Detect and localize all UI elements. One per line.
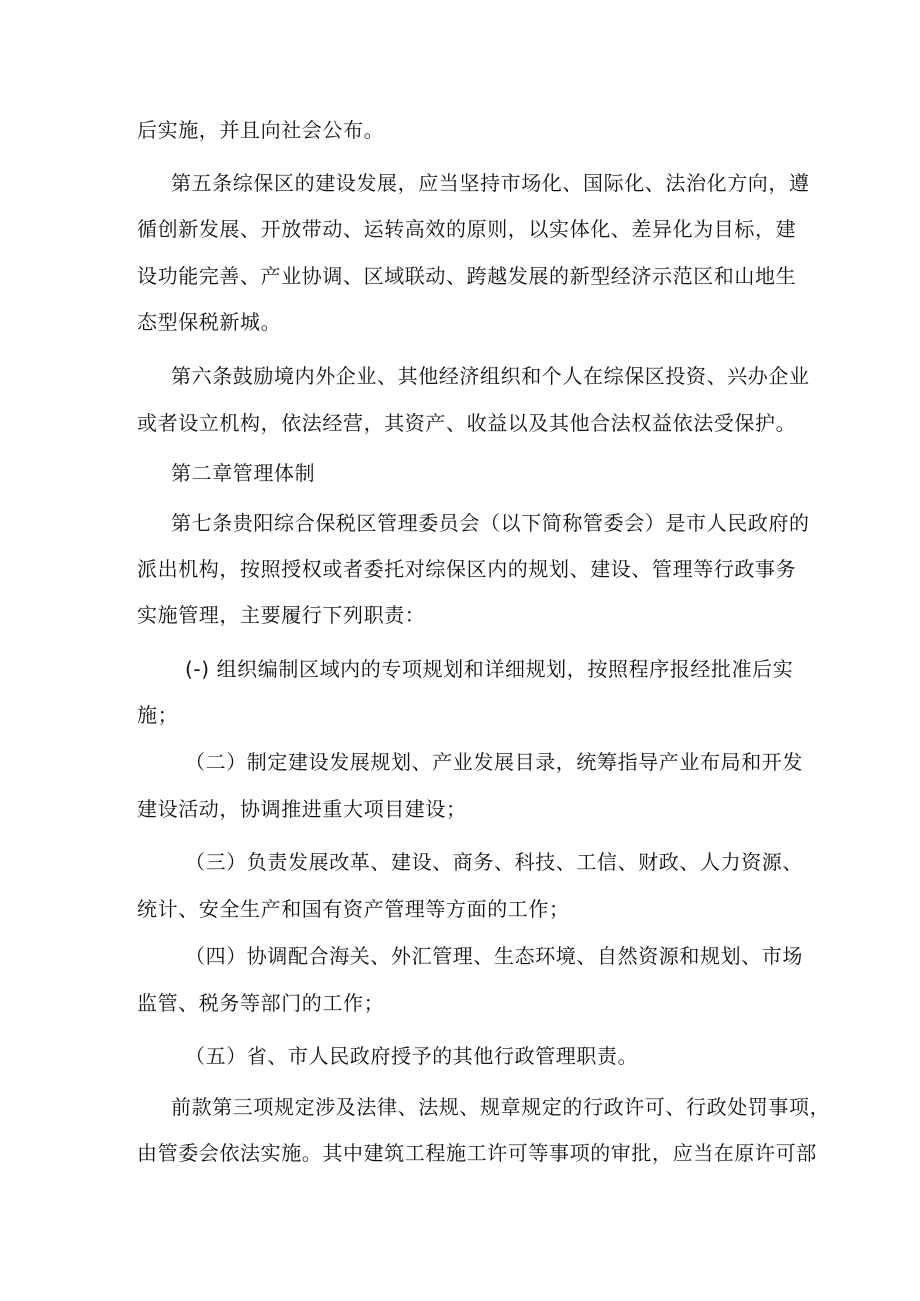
article-6-line: 或者设立机构，依法经营，其资产、收益以及其他合法权益依法受保护。 [137,411,797,435]
duty-item-3-line: 统计、安全生产和国有资产管理等方面的工作； [137,897,570,921]
chapter-heading: 第二章管理体制 [171,461,316,485]
duty-item-2-line: 建设活动，协调推进重大项目建设； [137,797,467,821]
article-7-line: 实施管理，主要履行下列职责： [137,603,426,627]
duty-item-4-line: （四）协调配合海关、外汇管理、生态环境、自然资源和规划、市场 [185,944,803,968]
duty-item-5-line: （五）省、市人民政府授予的其他行政管理职责。 [185,1044,639,1068]
duty-item-1-line: (-) 组织编制区域内的专项规划和详细规划，按照程序报经批准后实 [185,657,794,681]
paragraph-line: 后实施，并且向社会公布。 [137,118,385,142]
duty-item-1-line: 施； [137,703,179,727]
duty-item-3-line: （三）负责发展改革、建设、商务、科技、工信、财政、人力资源、 [185,850,803,874]
article-7-line: 派出机构，按照授权或者委托对综保区内的规划、建设、管理等行政事务 [137,557,797,581]
article-5-line: 设功能完善、产业协调、区域联动、跨越发展的新型经济示范区和山地生 [137,264,797,288]
duty-item-4-line: 监管、税务等部门的工作； [137,991,385,1015]
closing-paragraph-line: 前款第三项规定涉及法律、法规、规章规定的行政许可、行政处罚事项， [171,1095,831,1119]
article-5-line: 态型保税新城。 [137,310,282,334]
article-5-line: 第五条综保区的建设发展，应当坚持市场化、国际化、法治化方向，遵 [171,171,810,195]
closing-paragraph-line: 由管委会依法实施。其中建筑工程施工许可等事项的审批，应当在原许可部 [137,1141,817,1165]
duty-item-2-line: （二）制定建设发展规划、产业发展目录，统筹指导产业布局和开发 [185,750,803,774]
article-5-line: 循创新发展、开放带动、运转高效的原则，以实体化、差异化为目标，建 [137,217,797,241]
article-7-line: 第七条贵阳综合保税区管理委员会（以下简称管委会）是市人民政府的 [171,511,810,535]
article-6-line: 第六条鼓励境内外企业、其他经济组织和个人在综保区投资、兴办企业 [171,364,810,388]
